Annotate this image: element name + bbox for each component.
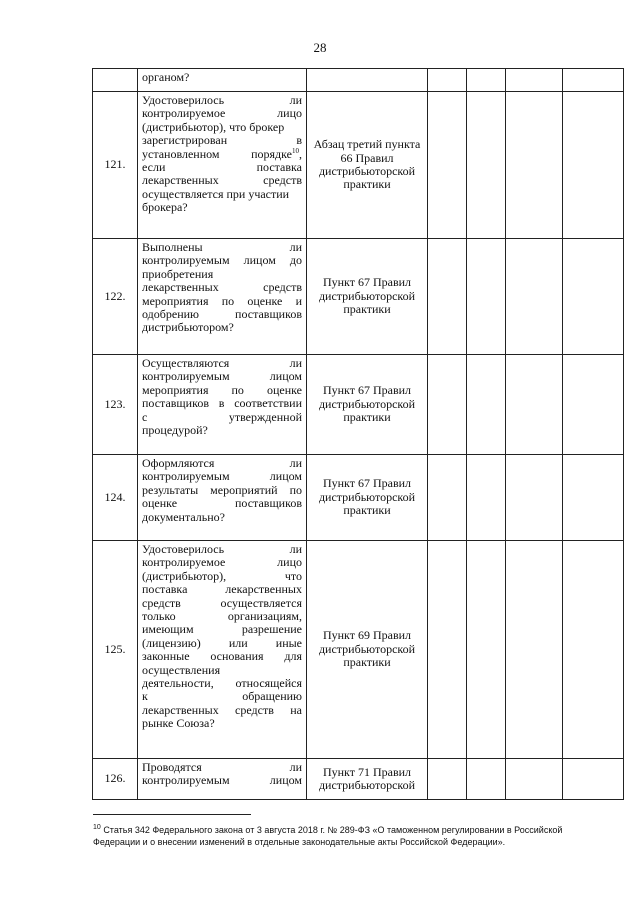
answer-cell [506,355,563,455]
question-cell [138,92,307,239]
footnote-reference: 10 [292,146,299,155]
answer-cell [428,541,467,759]
question-line: контролируемым лицом [142,469,302,484]
question-line: брокера? [142,200,188,215]
question-line: лекарственных средств [142,280,302,295]
question-line: документально? [142,509,225,524]
table-row [93,92,624,239]
checklist-table [92,68,624,800]
question-line: рынке Союза? [142,716,215,731]
answer-cell [467,541,506,759]
reference-cell: Пункт 67 Правил дистрибьюторской практики [307,355,428,455]
question-line: Удостоверилось ли [142,542,302,556]
table-row [93,355,624,455]
note-cell [563,69,624,92]
question-line: Выполнены ли [142,240,302,254]
answer-cell [428,759,467,800]
answer-cell [467,69,506,92]
table-row [93,759,624,800]
question-line: имеющим разрешение [142,622,302,637]
row-number: 126. [93,759,138,800]
question-line: мероприятия по оценке и [142,293,302,308]
row-number [93,69,138,92]
question-line: установленном порядке$^{10}$, [142,146,302,161]
question-line: дистрибьютором? [142,320,234,335]
answer-cell [428,92,467,239]
footnote [93,824,603,848]
page-number: 28 [313,40,327,55]
answer-cell [467,759,506,800]
row-number: 121. [93,92,138,239]
question-cell [138,541,307,759]
question-cell [138,69,307,92]
answer-cell [428,455,467,541]
note-cell [563,92,624,239]
question-line: контролируемое лицо [142,106,302,121]
reference-cell [307,69,428,92]
row-number: 124. [93,455,138,541]
note-cell [563,239,624,355]
note-cell [563,355,624,455]
question-line: оценке поставщиков [142,496,302,511]
footnote-marker: 10 [93,824,101,831]
question-line: лекарственных средств на [142,702,302,717]
question-line: (лицензию) или иные [142,635,302,650]
table-row [93,69,624,92]
reference-cell: Пункт 67 Правил дистрибьюторской практики [307,239,428,355]
answer-cell [506,759,563,800]
question-cell [138,455,307,541]
question-line: с утвержденной [142,409,302,424]
row-number: 125. [93,541,138,759]
question-line: (дистрибьютор), что [142,568,302,583]
answer-cell [428,239,467,355]
answer-cell [428,69,467,92]
answer-cell [467,92,506,239]
question-line: контролируемым лицом [142,369,302,384]
answer-cell [467,455,506,541]
answer-cell [506,92,563,239]
question-line: процедурой? [142,423,208,438]
row-number: 122. [93,239,138,355]
question-line: деятельности, относящейся [142,676,302,691]
answer-cell [467,239,506,355]
reference-cell: Пункт 71 Правил дистрибьюторской [307,759,428,800]
answer-cell [467,355,506,455]
question-line: органом? [142,70,190,84]
note-cell [563,541,624,759]
question-line: Проводятся ли [142,760,302,774]
question-line: результаты мероприятий по [142,482,302,497]
question-line: если поставка [142,160,302,175]
note-cell [563,759,624,800]
question-text: установленном порядке [142,146,292,161]
question-line: поставка лекарственных [142,582,302,597]
question-line: зарегистрирован в [142,133,302,148]
question-line: одобрению поставщиков [142,307,302,322]
reference-cell: Абзац третий пункта 66 Правил дистрибьюторской практики [307,92,428,239]
question-line: осуществления [142,662,221,677]
question-line: поставщиков в соответствии [142,396,302,411]
answer-cell [506,239,563,355]
question-line: Удостоверилось ли [142,93,302,107]
reference-cell: Пункт 69 Правил дистрибьюторской практики [307,541,428,759]
question-line: мероприятия по оценке [142,382,302,397]
table-row [93,239,624,355]
question-line: лекарственных средств [142,173,302,188]
reference-cell: Пункт 67 Правил дистрибьюторской практики [307,455,428,541]
question-line: осуществляется при участии [142,186,290,201]
answer-cell [506,455,563,541]
question-line: законные основания для [142,649,302,664]
question-line: приобретения [142,266,214,281]
row-number: 123. [93,355,138,455]
question-cell [138,239,307,355]
answer-cell [428,355,467,455]
answer-cell [506,541,563,759]
table-row [93,541,624,759]
question-line: контролируемым лицом [142,773,302,788]
footnote-text: Статья 342 Федерального закона от 3 августа 2018 г. № 289-ФЗ «О таможенном регулировании в Российской Федерации и о внесении изменений в отдельные законодательные акты Российской Федерации». [93,825,563,847]
footnote-separator [93,814,251,815]
question-cell [138,355,307,455]
question-line: (дистрибьютор), что брокер [142,119,285,134]
table-row [93,455,624,541]
question-cell [138,759,307,800]
question-line: контролируемым лицом до [142,253,302,268]
question-line: средств осуществляется [142,595,302,610]
note-cell [563,455,624,541]
question-line: Оформляются ли [142,456,302,470]
question-line: к обращению [142,689,302,704]
question-line: только организациям, [142,609,302,624]
question-line: контролируемое лицо [142,555,302,570]
answer-cell [506,69,563,92]
question-line: Осуществляются ли [142,356,302,370]
